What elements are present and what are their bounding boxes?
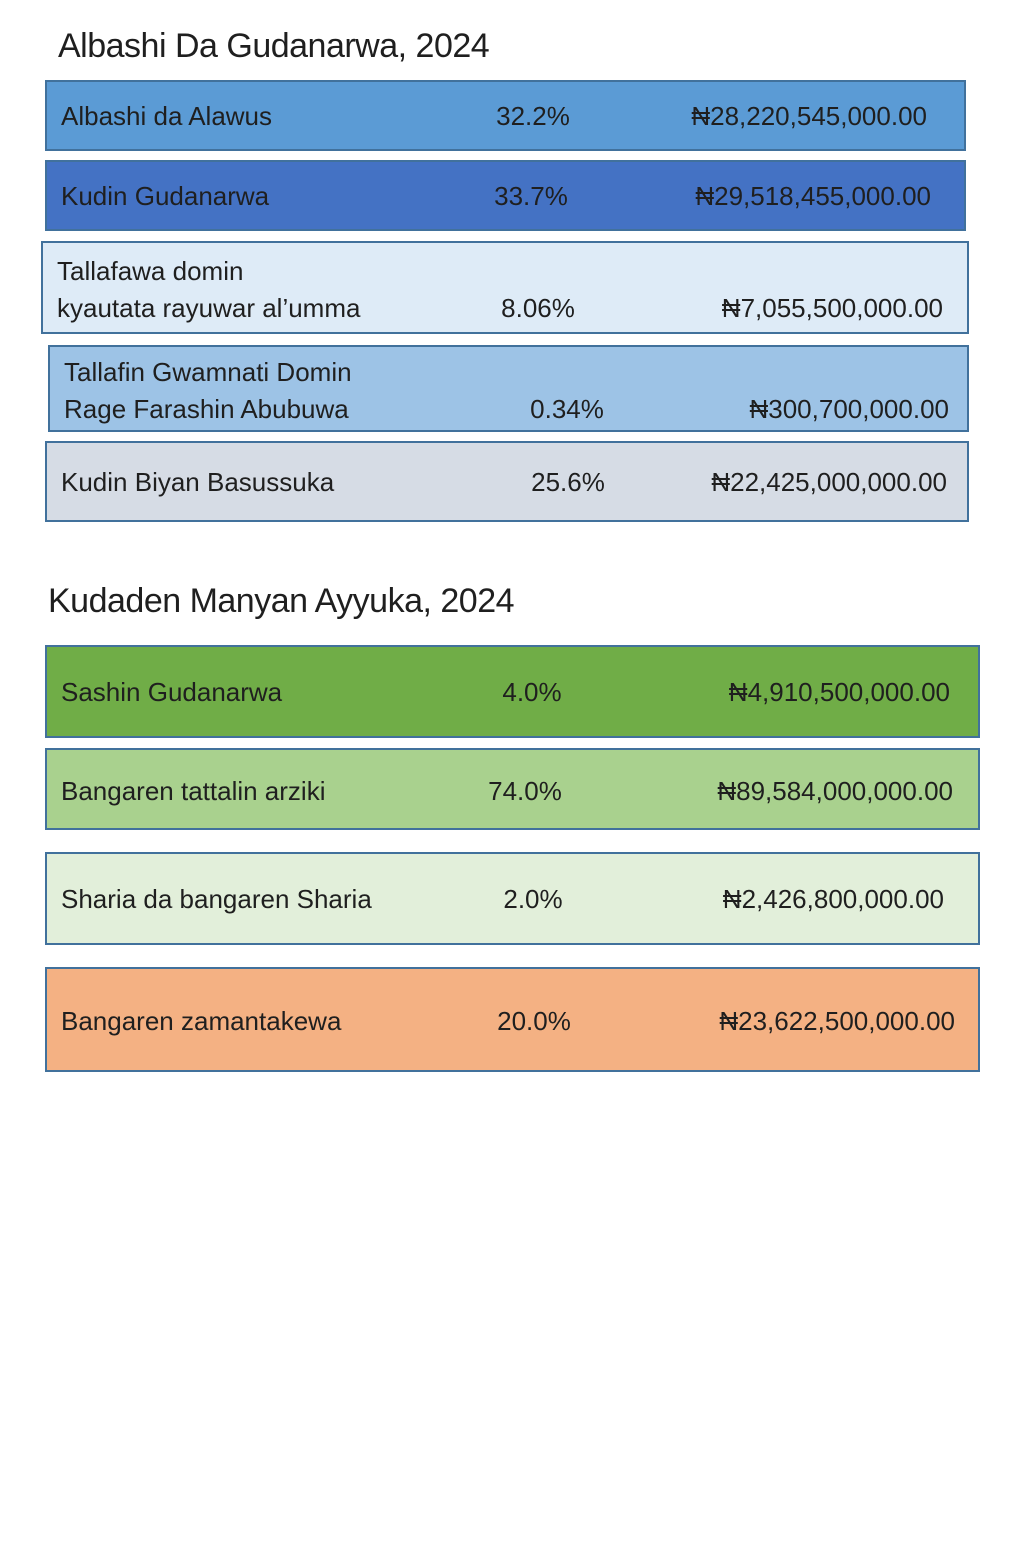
- table-row: [48, 345, 969, 432]
- row-label: Kudin Gudanarwa: [61, 181, 270, 211]
- row-percent: 8.06%: [501, 293, 575, 323]
- row-percent: 20.0%: [497, 1006, 571, 1036]
- row-amount: ₦28,220,545,000.00: [691, 101, 927, 131]
- row-percent: 74.0%: [488, 776, 562, 806]
- table-row: [45, 967, 980, 1072]
- row-amount: ₦4,910,500,000.00: [728, 677, 950, 707]
- table-row: [45, 748, 980, 830]
- row-label-line: Tallafin Gwamnati Domin: [64, 357, 352, 387]
- table-row: [45, 160, 966, 231]
- table-row: [45, 645, 980, 738]
- row-label: Albashi da Alawus: [61, 101, 273, 131]
- row-label: Bangaren zamantakewa: [61, 1006, 342, 1036]
- row-percent: 4.0%: [502, 677, 562, 707]
- row-amount: ₦22,425,000,000.00: [711, 467, 947, 497]
- row-amount: ₦2,426,800,000.00: [722, 884, 944, 914]
- row-label-line: kyautata rayuwar al’umma: [57, 293, 361, 323]
- row-percent: 2.0%: [503, 884, 563, 914]
- row-label-line: Tallafawa domin: [57, 256, 244, 286]
- row-percent: 32.2%: [496, 101, 570, 131]
- row-label: [57, 253, 360, 327]
- row-label-line: Rage Farashin Abubuwa: [64, 394, 349, 424]
- row-percent: 25.6%: [531, 467, 605, 497]
- section-title-salaries: Albashi Da Gudanarwa, 2024: [58, 27, 490, 65]
- row-label: Bangaren tattalin arziki: [61, 776, 326, 806]
- row-label: Sharia da bangaren Sharia: [61, 884, 372, 914]
- table-row: [45, 80, 966, 151]
- row-amount: ₦7,055,500,000.00: [721, 293, 943, 323]
- row-percent: 0.34%: [530, 394, 604, 424]
- row-label: Sashin Gudanarwa: [61, 677, 283, 707]
- table-row: [45, 441, 969, 522]
- row-label: Kudin Biyan Basussuka: [61, 467, 335, 497]
- row-amount: ₦89,584,000,000.00: [717, 776, 953, 806]
- row-amount: ₦23,622,500,000.00: [719, 1006, 955, 1036]
- row-label: [64, 354, 352, 428]
- table-row: [41, 241, 969, 334]
- row-amount: ₦29,518,455,000.00: [695, 181, 931, 211]
- table-row: [45, 852, 980, 945]
- row-percent: 33.7%: [494, 181, 568, 211]
- row-amount: ₦300,700,000.00: [749, 394, 949, 424]
- section-title-projects: Kudaden Manyan Ayyuka, 2024: [48, 582, 515, 620]
